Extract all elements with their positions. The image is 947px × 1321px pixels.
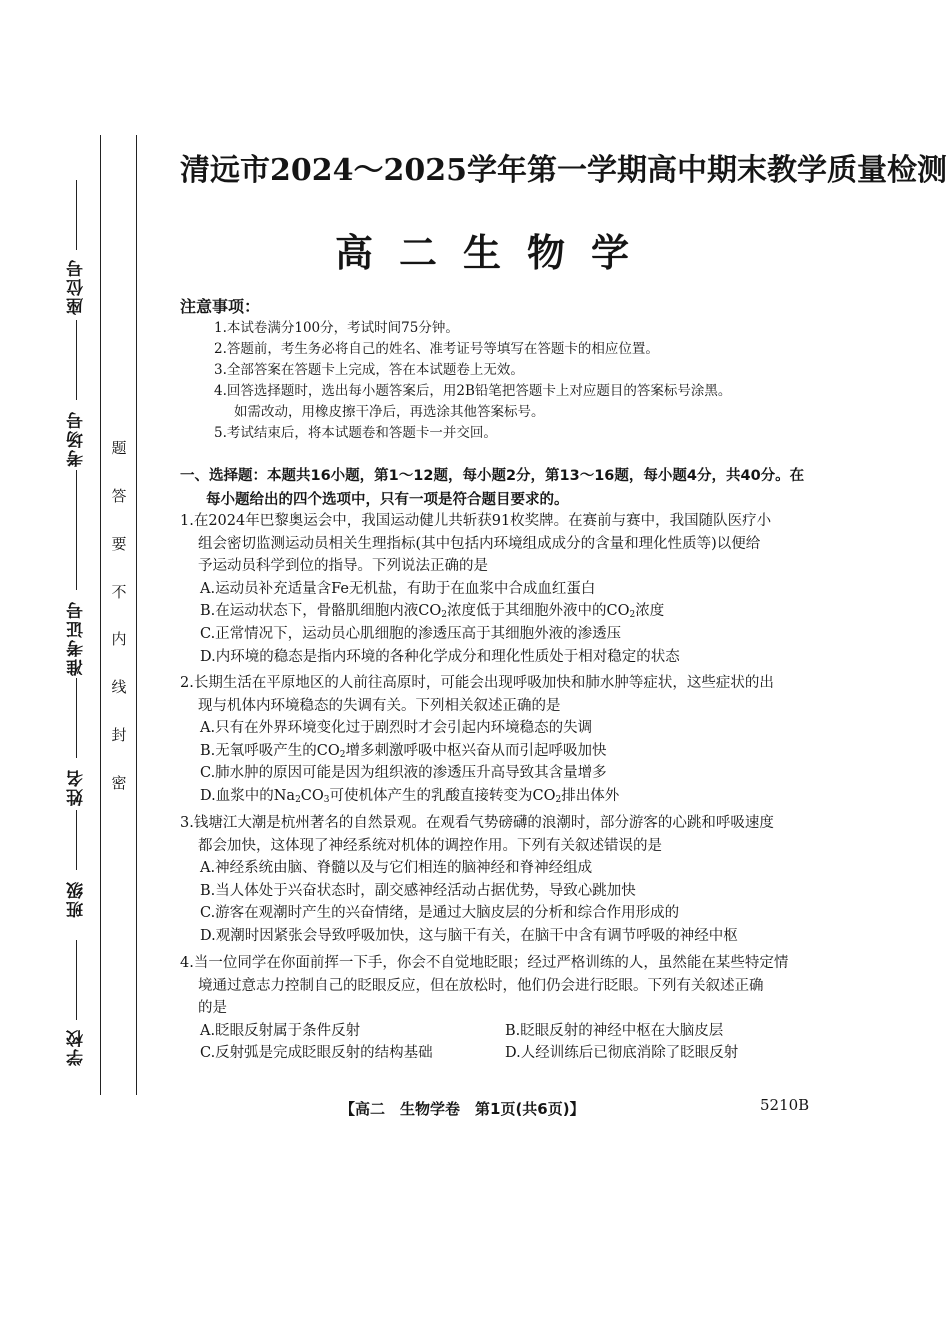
option-b: B.眨眼反射的神经中枢在大脑皮层 (505, 1022, 724, 1039)
name-label: 姓名 (66, 768, 87, 806)
question-stem-line: 现与机体内环境稳态的失调有关。下列相关叙述正确的是 (198, 697, 561, 714)
question-stem-line: 予运动员科学到位的指导。下列说法正确的是 (198, 558, 488, 575)
options-row (180, 1020, 810, 1043)
notice-list (214, 318, 814, 444)
notice-item: 如需改动，用橡皮擦干净后，再选涂其他答案标号。 (234, 404, 545, 420)
class-field (56, 880, 96, 918)
binding-line-outer (100, 135, 101, 1095)
options-row (180, 1042, 810, 1065)
name-rule (76, 678, 77, 758)
section-line: 每小题给出的四个选项中，只有一项是符合题目要求的。 (206, 492, 569, 508)
question-4 (180, 952, 810, 1065)
option-text: CO (300, 787, 324, 804)
seat-number-label: 座位号 (66, 258, 87, 315)
seal-char: 题 (109, 440, 128, 455)
option-text: B.在运动状态下，骨骼肌细胞内液CO (200, 603, 442, 620)
exam-room-field (56, 410, 96, 467)
seal-char: 答 (109, 487, 128, 503)
seal-char: 要 (109, 535, 128, 551)
question-stem-line: 3.钱塘江大潮是杭州著名的自然景观。在观看气势磅礴的浪潮时，部分游客的心跳和呼吸速度 (180, 815, 774, 831)
question-stem-line: 都会加快，这体现了神经系统对机体的调控作用。下列有关叙述错误的是 (198, 837, 662, 854)
option-d: D.血浆中的$Na_2CO_3$可使机体产生的乳酸直接转变为$CO_2$排出体外 (200, 787, 620, 805)
question-1 (180, 510, 810, 668)
option-c: C.正常情况下，运动员心肌细胞的渗透压高于其细胞外液的渗透压 (200, 625, 622, 642)
notice-item: 4.回答选择题时，选出每小题答案后，用2B铅笔把答题卡上对应题目的答案标号涂黑。 (214, 383, 732, 399)
seat-number-field (56, 258, 96, 315)
option-text: B.无氧呼吸产生的CO (200, 742, 340, 759)
question-3 (180, 812, 810, 948)
paper-code: 5210B (760, 1096, 810, 1114)
exam-room-label: 考场号 (66, 410, 87, 467)
option-text: 浓度低于其细胞外液中的CO (446, 603, 630, 620)
notice-item: 2.答题前，考生务必将自己的姓名、准考证号等填写在答题卡的相应位置。 (214, 341, 659, 357)
school-field (56, 1028, 96, 1066)
option-a: A.神经系统由脑、脊髓以及与它们相连的脑神经和脊神经组成 (200, 860, 593, 877)
option-b: B.当人体处于兴奋状态时，副交感神经活动占据优势，导致心跳加快 (200, 882, 636, 899)
option-text: D.血浆中的Na (200, 787, 296, 804)
option-text: 排出体外 (561, 787, 620, 804)
option-text: 增多刺激呼吸中枢兴奋从而引起呼吸加快 (345, 742, 607, 759)
option-c: C.反射弧是完成眨眼反射的结构基础 (200, 1045, 433, 1062)
seal-char: 不 (109, 583, 128, 599)
option-c: C.游客在观潮时产生的兴奋情绪，是通过大脑皮层的分析和综合作用形成的 (200, 905, 680, 922)
binding-line-inner (136, 135, 137, 1095)
name-field (56, 768, 96, 806)
seal-char: 线 (109, 679, 128, 695)
admission-number-field (56, 600, 96, 676)
school-rule (76, 940, 77, 1020)
question-2 (180, 672, 810, 808)
seal-char: 封 (109, 727, 128, 743)
exam-title: 清远市2024～2025学年第一学期高中期末教学质量检测 (180, 153, 947, 188)
question-stem-line: 4.当一位同学在你面前挥一下手，你会不自觉地眨眼；经过严格训练的人，虽然能在某些特定情 (180, 955, 789, 971)
admission-number-rule (76, 470, 77, 590)
option-d: D.内环境的稳态是指内环境的各种化学成分和理化性质处于相对稳定的状态 (200, 648, 680, 665)
seat-number-rule (76, 180, 77, 250)
admission-number-label: 准考证号 (66, 600, 87, 676)
question-stem-line: 的是 (198, 1000, 227, 1017)
question-stem-line: 2.长期生活在平原地区的人前往高原时，可能会出现呼吸加快和肺水肿等症状，这些症状的出 (180, 675, 774, 691)
seal-char: 内 (109, 631, 128, 647)
question-stem-line: 组会密切监测运动员相关生理指标(其中包括内环境组成成分的含量和理化性质等)以便给 (198, 535, 761, 552)
option-c: C.肺水肿的原因可能是因为组织液的渗透压升高导致其含量增多 (200, 765, 607, 782)
question-stem-line: 境通过意志力控制自己的眨眼反应，但在放松时，他们仍会进行眨眼。下列有关叙述正确 (198, 977, 764, 994)
section-heading (180, 464, 810, 512)
subject-title: 高二生物学 (334, 231, 655, 275)
class-rule (76, 810, 77, 870)
section-line: 一、选择题：本题共16小题，第1～12题，每小题2分，第13～16题，每小题4分，共40分。在 (180, 468, 805, 484)
option-b: B.在运动状态下，骨骼肌细胞内液$CO_2$浓度低于其细胞外液中的$CO_2$浓度 (200, 603, 665, 621)
question-stem-line: 1.在2024年巴黎奥运会中，我国运动健儿共斩获91枚奖牌。在赛前与赛中，我国随队医疗小 (180, 513, 772, 529)
option-a: A.眨眼反射属于条件反射 (200, 1022, 361, 1039)
option-text: 可使机体产生的乳酸直接转变为CO (329, 787, 556, 804)
class-label: 班级 (66, 880, 87, 918)
option-d: D.人经训练后已彻底消除了眨眼反射 (505, 1045, 739, 1062)
school-label: 学校 (66, 1028, 87, 1066)
notice-item: 1.本试卷满分100分，考试时间75分钟。 (214, 320, 459, 336)
seal-char: 密 (109, 774, 128, 790)
option-d: D.观潮时因紧张会导致呼吸加快，这与脑干有关，在脑干中含有调节呼吸的神经中枢 (200, 927, 738, 944)
page-footer: 【高二 生物学卷 第1页(共6页)】 (340, 1100, 585, 1118)
option-a: A.运动员补充适量含Fe无机盐，有助于在血浆中合成血红蛋白 (200, 580, 596, 597)
option-b: B.无氧呼吸产生的$CO_2$增多刺激呼吸中枢兴奋从而引起呼吸加快 (200, 742, 607, 760)
notice-item: 3.全部答案在答题卡上完成，答在本试题卷上无效。 (214, 362, 524, 378)
seal-line-text (107, 440, 131, 790)
notice-heading: 注意事项： (180, 297, 261, 316)
option-text: 浓度 (635, 603, 665, 620)
exam-room-rule (76, 320, 77, 400)
option-a: A.只有在外界环境变化过于剧烈时才会引起内环境稳态的失调 (200, 720, 593, 737)
notice-item: 5.考试结束后，将本试题卷和答题卡一并交回。 (214, 425, 497, 441)
